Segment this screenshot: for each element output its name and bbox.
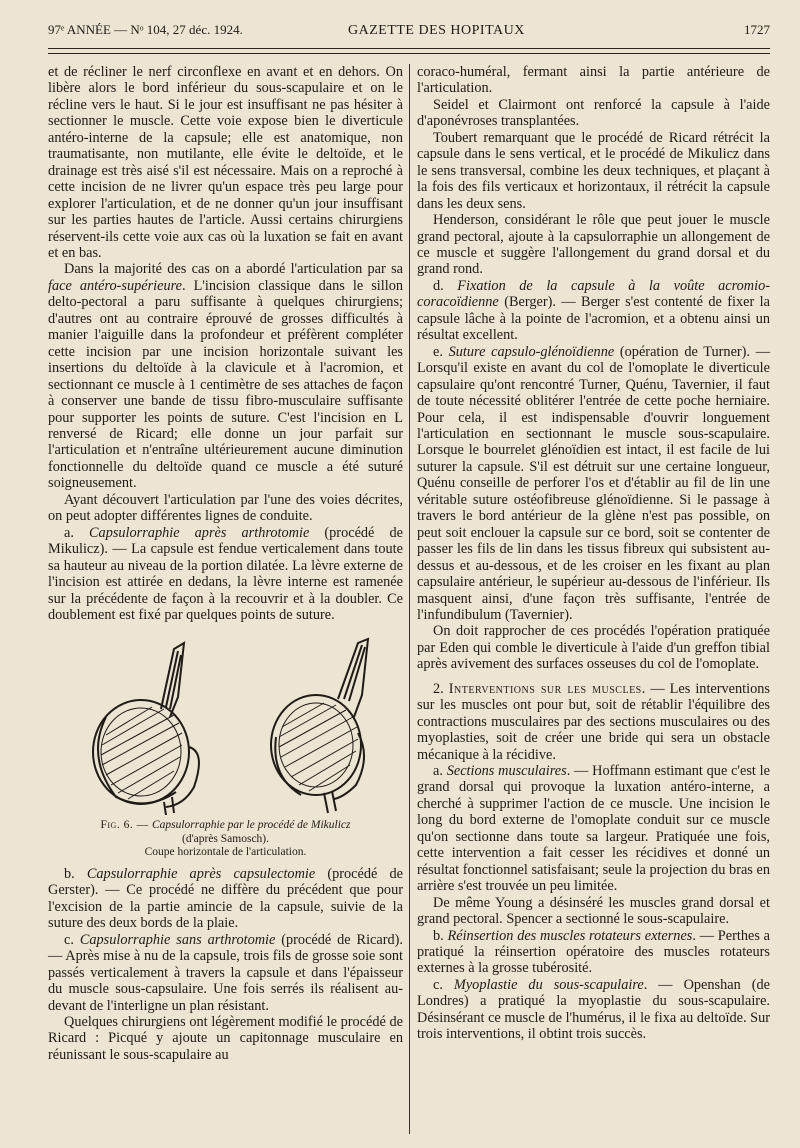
page-number: 1727 (744, 22, 770, 37)
paragraph-ricard: c. Capsulorraphie sans arthrotomie (procédé de Ricard). — Après mise à nu de la capsule, trois fils de grosse soie sont passés verticalement à travers la capsule et dans l'épaisseur du muscle sous-capsulaire. Une fois serrés ils réalisent au-devant de l'interligne un plan résistant. (48, 931, 403, 1014)
paragraph-berger: d. Fixation de la capsule à la voûte acromio-coracoïdienne (Berger). — Berger s'est contenté de fixer la capsule lâche à la pointe de l'acromion, et a obtenu ainsi un résultat excellent. (417, 277, 771, 344)
header-rule (48, 48, 770, 49)
paragraph: Seidel et Clairmont ont renforcé la capsule à l'aide d'aponévroses transplantées. (417, 96, 770, 130)
journal-title: GAZETTE DES HOPITAUX (348, 23, 525, 38)
left-column (48, 64, 403, 1063)
right-column (417, 64, 770, 1043)
column-divider (409, 64, 410, 1134)
paragraph-sections: a. Sections musculaires. — Hoffmann estimant que c'est le grand dorsal qui provoque la luxation antéro-interne, a cherché à supprimer l'action de ce muscle. Une incision le long du bord externe de l'omoplate conduit sur ce muscle qu'on sectionne dans toute sa largeur. Pratiquée une fois, cette intervention a fait cesser les récidives et donné un résultat fonctionnel satisfaisant; seule la projection du bras en arrière s'est trouvée un peu limitée. (417, 763, 770, 895)
paragraph: On doit rapprocher de ces procédés l'opération pratiquée par Eden qui comble le diverticule à l'aide d'un greffon tibial après avivement des surfaces osseuses du col de l'omoplate. (417, 623, 770, 673)
paragraph: De même Young a désinséré les muscles grand dorsal et grand pectoral. Spencer a sectionné le sous-scapulaire. (417, 894, 770, 928)
paragraph: Ayant découvert l'articulation par l'une des voies décrites, on peut adopter différentes lignes de conduite. (48, 491, 403, 525)
paragraph-turner: e. Suture capsulo-glénoïdienne (opération de Turner). — Lorsqu'il existe en avant du col de l'omoplate le diverticule capsulaire qu'ont rencontré Turner, Quénu, Tavernier, il faut de toute nécessité oblitérer l'entrée de cette poche herniaire. Pour cela, il est indispensable d'ouvrir longuement l'articulation en sectionnant le muscle sous-scapulaire. Lorsque le bourrelet glénoïdien est intact, il est facile de lui suturer la capsule. S'il est détruit sur une certaine longueur, Quénu conseille de perforer l'os et d'établir au fil de lin une véritable suture ostéofibreuse glénoïdienne. Si le passage à travers le bord antérieur de la glène n'est pas possible, on peut soit enclouer la capsule sur ce bord, soit se contenter de passer les fils de lin dans les tissus fibreux qui subsistent au-dessus et au-dessous, et de les croiser en les fixant au plan capsulaire antérieur, le supérieur au-dessous de l'inférieur. Ils masquent ainsi, d'une façon très suffisante, l'entrée de l'infundibulum (Tavernier). (417, 343, 771, 623)
issue-info: 97ᵉ ANNÉE — Nᵒ 104, 27 déc. 1924. (48, 22, 243, 37)
paragraph: et de récliner le nerf circonflexe en avant et en dehors. On libère alors le bord inférieur du sous-scapulaire et on le récline vers le haut. Si le jour est insuffisant ne pas hésiter à sectionner le muscle. Cette voie expose bien le diverticule antéro-interne de la capsule; elle est anatomique, non traumatisante, non mutilante, elle évite le deltoïde, et le drainage est très aisé s'il est nécessaire. Mais on a reproché à cette incision de ne livrer qu'un espace très peu large pour explorer l'articulation, et de ne donner qu'un jour insuffisant sur les parties hautes de l'article. Aussi certains chirurgiens réservent-ils cette voie aux cas où la luxation se fait en avant et en bas. (48, 64, 403, 261)
figure-caption: Fig. 6. — Capsulorraphie par le procédé de Mikulicz (d'après Samosch). Coupe horizontale de l'articulation. (100, 819, 351, 859)
paragraph: coraco-huméral, fermant ainsi la partie antérieure de l'articulation. (417, 64, 770, 97)
running-header (48, 22, 770, 46)
paragraph-reinsertion: b. Réinsertion des muscles rotateurs externes. — Perthes a pratiqué la réinsertion opératoire des muscles rotateurs externes à la grosse tubérosité. (417, 927, 771, 977)
figure-6 (48, 637, 403, 860)
capsulorraphy-illustration (66, 637, 386, 815)
paragraph: Toubert remarquant que le procédé de Ricard rétrécit la capsule dans le sens vertical, et le procédé de Mikulicz dans le sens transversal, combine les deux techniques, et plaçant à la fois des fils verticaux et horizontaux, il rétrécit la capsule dans les deux sens. (417, 129, 770, 212)
paragraph-gerster: b. Capsulorraphie après capsulectomie (procédé de Gerster). — Ce procédé ne diffère du précédent que pour l'excision de la partie amincie de la capsule, suivie de la suture des deux bords de la plaie. (48, 865, 403, 932)
paragraph: Quelques chirurgiens ont légèrement modifié le procédé de Ricard : Picqué y ajoute un capitonnage musculaire en réunissant le sous-scapulaire au (48, 1013, 403, 1063)
header-rule-thin (48, 53, 770, 54)
section-heading-muscles: 2. Interventions sur les muscles. — Les interventions sur les muscles ont pour but, soit de rétablir l'équilibre des contractions musculaires par des sections musculaires ou des myoplasties, soit de créer une bride qui sera un obstacle mécanique à la récidive. (417, 680, 770, 763)
paragraph: Henderson, considérant le rôle que peut jouer le muscle grand pectoral, ajoute à la capsulorraphie un allongement de ce muscle et suggère l'allongement du grand dorsal et du grand rond. (417, 212, 770, 278)
paragraph-mikulicz: a. Capsulorraphie après arthrotomie (procédé de Mikulicz). — La capsule est fendue verticalement dans toute sa hauteur au niveau de la portion dilatée. La lèvre externe de l'incision est attirée en dedans, la lèvre interne est ramenée sur la précédente de façon à la recouvrir et à la doubler. Ce doublement est fixé par quelques points de suture. (48, 524, 403, 623)
paragraph-myoplastie: c. Myoplastie du sous-scapulaire. — Openshan (de Londres) a pratiqué la myoplastie du sous-scapulaire. Désinsérant ce muscle de l'humérus, il le fixa au deltoïde. Sur trois interventions, il obtint trois succès. (417, 976, 770, 1043)
paragraph: Dans la majorité des cas on a abordé l'articulation par sa face antéro-supérieure. L'incision classique dans le sillon delto-pectoral a paru suffisante à quelques chirurgiens; d'autres ont au contraire éprouvé de grosses difficultés à manier l'aiguille dans la profondeur et préfèrent compléter cette incision par une incision horizontale suivant les insertions du deltoïde à la clavicule et à l'acromion, et sectionnant ce muscle à 1 centimètre de ses attaches de façon à conserver une bande de tissu fibro-musculaire suffisante pour supporter les points de suture. C'est l'incision en L renversé de Ricard; elle donne un jour parfait sur l'articulation et n'entraîne ultérieurement aucune diminution fonctionnelle du deltoïde quand ce muscle a été suturé soigneusement. (48, 261, 404, 492)
